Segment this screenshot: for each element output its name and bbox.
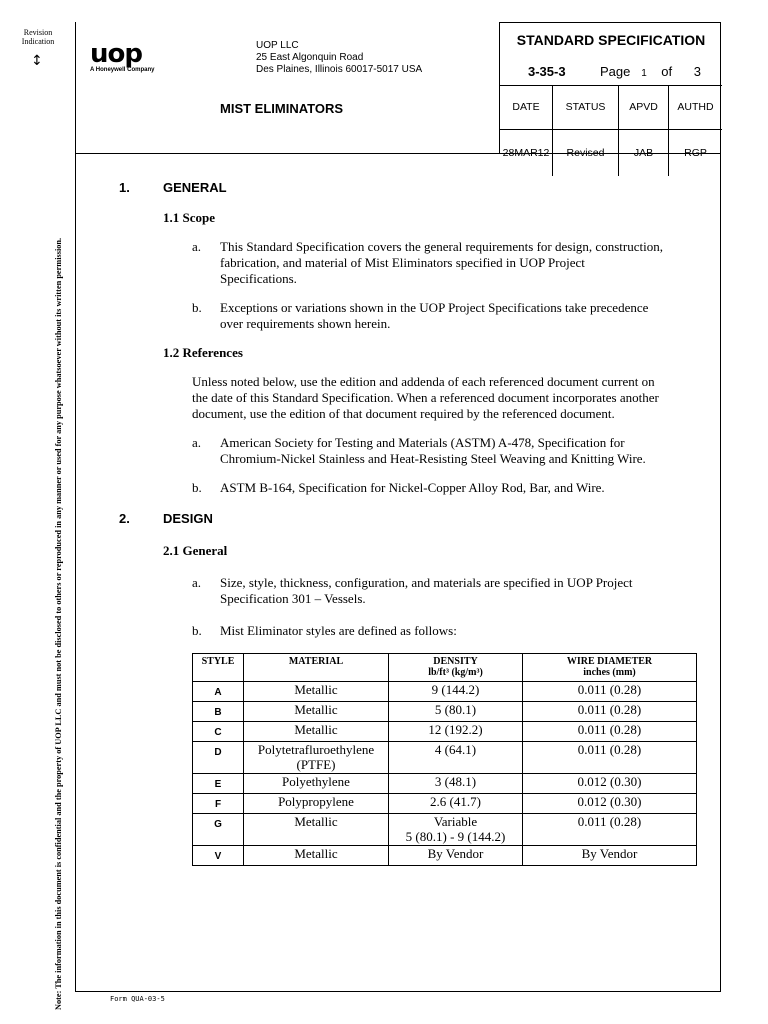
frame-left-border <box>75 22 76 992</box>
revision-arrow-icon: ↕ <box>31 53 43 69</box>
date-header: DATE <box>500 85 553 129</box>
wire-header-line-2: inches (mm) <box>583 667 636 678</box>
item-1-1b-text <box>220 300 648 332</box>
item-2-1a-text <box>220 575 633 607</box>
text-line: Specification 301 – Vessels. <box>220 591 366 606</box>
table-row <box>193 742 697 774</box>
document-title: MIST ELIMINATORS <box>220 101 344 116</box>
style-column-header: STYLE <box>193 654 244 682</box>
item-1-2b-letter: b. <box>192 480 202 495</box>
text-line: Size, style, thickness, configuration, and materials are specified in UOP Project <box>220 575 633 590</box>
material-cell: Metallic <box>244 814 389 846</box>
wire-diameter-column-header <box>523 654 697 682</box>
density-cell: 12 (192.2) <box>389 722 523 742</box>
table-row <box>193 814 697 846</box>
text-line: This Standard Specification covers the general requirements for design, construction, <box>220 239 663 254</box>
density-cell: 4 (64.1) <box>389 742 523 774</box>
subsection-2-1-heading: 2.1 General <box>163 543 228 558</box>
subsection-1-1-heading: 1.1 Scope <box>163 210 215 225</box>
wire-cell: 0.012 (0.30) <box>523 774 697 794</box>
text-line: the date of this Standard Specification. When a referenced document incorporates another <box>192 390 659 405</box>
table-header-row <box>193 654 697 682</box>
revision-indication-label: Revision Indication <box>21 28 55 46</box>
table-row <box>193 722 697 742</box>
density-header-line-2: lb/ft³ (kg/m³) <box>428 667 483 678</box>
apvd-value: JAB <box>619 130 669 176</box>
spec-info-box <box>499 22 721 159</box>
date-value: 28MAR12 <box>500 130 553 176</box>
density-cell: 5 (80.1) <box>389 702 523 722</box>
section-1-title: GENERAL <box>163 180 227 195</box>
style-cell: F <box>193 794 244 814</box>
text-line: over requirements shown herein. <box>220 316 391 331</box>
material-cell: Metallic <box>244 682 389 702</box>
page-total: 3 <box>693 64 701 79</box>
company-address <box>256 40 422 76</box>
item-2-1b-text: Mist Eliminator styles are defined as follows: <box>220 623 457 638</box>
item-1-1b-letter: b. <box>192 300 202 315</box>
uop-logo: uop <box>90 39 142 69</box>
text-line: fabrication, and material of Mist Eliminators specified in UOP Project <box>220 255 585 270</box>
apvd-header: APVD <box>619 85 669 129</box>
text-line: American Society for Testing and Materials (ASTM) A-478, Specification for <box>220 435 625 450</box>
table-row <box>193 702 697 722</box>
wire-cell: 0.011 (0.28) <box>523 722 697 742</box>
density-line-2: 5 (80.1) - 9 (144.2) <box>405 829 506 844</box>
page-indicator <box>600 64 701 79</box>
material-cell: Polypropylene <box>244 794 389 814</box>
wire-cell: 0.011 (0.28) <box>523 682 697 702</box>
of-label: of <box>661 64 673 79</box>
style-cell: E <box>193 774 244 794</box>
item-2-1b-letter: b. <box>192 623 202 638</box>
section-1-number: 1. <box>119 180 130 195</box>
material-cell: Metallic <box>244 846 389 866</box>
text-line: Unless noted below, use the edition and addenda of each referenced document current on <box>192 374 655 389</box>
section-2-title: DESIGN <box>163 511 213 526</box>
table-row <box>193 682 697 702</box>
wire-cell: 0.011 (0.28) <box>523 742 697 774</box>
page-number: 1 <box>641 68 647 79</box>
item-1-2a-text <box>220 435 646 467</box>
spec-value-row <box>500 130 722 176</box>
text-line: Exceptions or variations shown in the UOP Project Specifications take precedence <box>220 300 649 315</box>
text-line: document, use the edition of that document required by the referenced document. <box>192 406 615 421</box>
material-cell: Metallic <box>244 702 389 722</box>
logo-subtext: A Honeywell Company <box>90 67 155 73</box>
style-cell: A <box>193 682 244 702</box>
density-header-line-1: DENSITY <box>433 656 478 667</box>
density-column-header <box>389 654 523 682</box>
address-line-1: UOP LLC <box>256 40 299 51</box>
text-line: Chromium-Nickel Stainless and Heat-Resisting Steel Weaving and Knitting Wire. <box>220 451 646 466</box>
material-line-1: Polytetrafluroethylene <box>257 742 375 757</box>
status-header: STATUS <box>553 85 619 129</box>
item-1-1a-letter: a. <box>192 239 202 254</box>
style-cell: G <box>193 814 244 846</box>
subsection-1-2-heading: 1.2 References <box>163 345 243 360</box>
wire-cell: 0.011 (0.28) <box>523 814 697 846</box>
authd-value: RGP <box>684 147 707 159</box>
spec-number: 3-35-3 <box>528 64 566 79</box>
density-cell: By Vendor <box>389 846 523 866</box>
references-intro <box>192 374 659 422</box>
table-row <box>193 794 697 814</box>
density-cell: 3 (48.1) <box>389 774 523 794</box>
address-line-3: Des Plaines, Illinois 60017-5017 USA <box>256 64 423 75</box>
wire-cell: 0.011 (0.28) <box>523 702 697 722</box>
material-cell: Polyethylene <box>244 774 389 794</box>
spec-header-row <box>500 85 722 130</box>
style-cell: V <box>193 846 244 866</box>
style-cell: C <box>193 722 244 742</box>
address-line-2: 25 East Algonquin Road <box>256 52 364 63</box>
item-2-1a-letter: a. <box>192 575 202 590</box>
section-2-number: 2. <box>119 511 130 526</box>
density-cell: 9 (144.2) <box>389 682 523 702</box>
item-1-2a-letter: a. <box>192 435 202 450</box>
style-cell: D <box>193 742 244 774</box>
spec-title: STANDARD SPECIFICATION <box>516 32 706 48</box>
density-cell: 2.6 (41.7) <box>389 794 523 814</box>
wire-cell: 0.012 (0.30) <box>523 794 697 814</box>
item-1-2b-text: ASTM B-164, Specification for Nickel-Copper Alloy Rod, Bar, and Wire. <box>220 480 605 495</box>
text-line: Specifications. <box>220 271 297 286</box>
page-label: Page <box>600 64 631 79</box>
status-value: Revised <box>553 130 619 176</box>
wire-cell: By Vendor <box>523 846 697 866</box>
table-row <box>193 846 697 866</box>
material-line-2: (PTFE) <box>296 757 336 772</box>
material-cell: Metallic <box>244 722 389 742</box>
style-cell: B <box>193 702 244 722</box>
form-number: Form QUA-03-5 <box>110 995 165 1003</box>
table-row <box>193 774 697 794</box>
frame-bottom-border <box>75 991 721 992</box>
mist-eliminator-styles-table <box>192 653 697 866</box>
density-cell <box>389 814 523 846</box>
wire-header-line-1: WIRE DIAMETER <box>566 656 653 667</box>
material-cell <box>244 742 389 774</box>
item-1-1a-text <box>220 239 663 287</box>
density-line-1: Variable <box>433 814 478 829</box>
authd-header: AUTHD <box>677 101 714 113</box>
confidentiality-note: Note: The information in this document is confidential and the property of UOP LLC and must not be disclosed to others or reproduced in any manner or used for any purpose whatsoever without its written permission. <box>54 237 63 1010</box>
material-column-header: MATERIAL <box>244 654 389 682</box>
